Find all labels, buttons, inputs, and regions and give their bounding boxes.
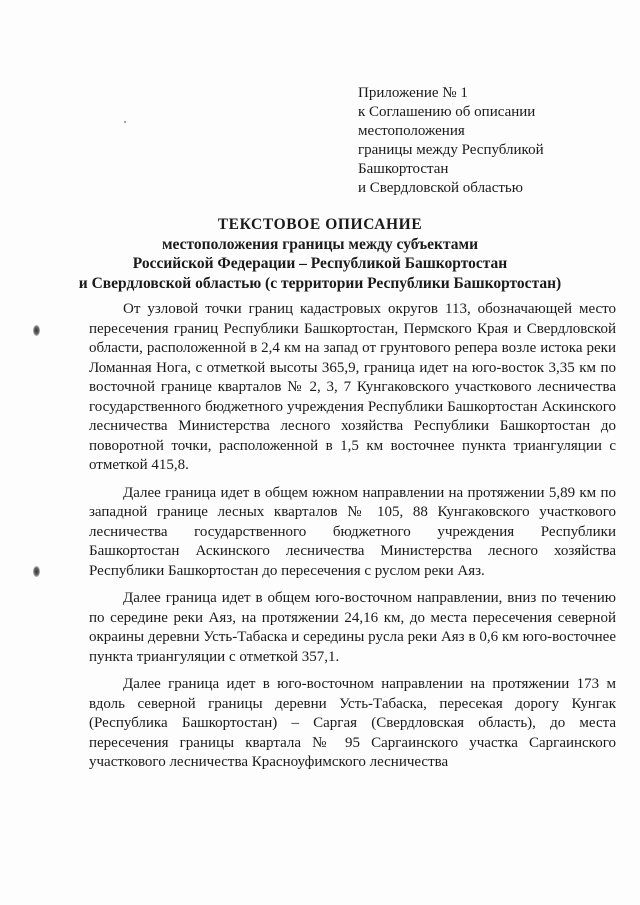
appendix-line: границы между Республикой <box>358 142 544 158</box>
punch-hole-mark <box>33 566 40 577</box>
document-title <box>60 215 580 293</box>
appendix-line: к Соглашению об описании <box>358 104 536 120</box>
body-paragraph: Далее граница идет в общем юго-восточном направлении, вниз по течению по середине реки Аяз, на протяжении 24,16 км, до места пересечения северной окраины деревни Усть-Табаска и середины русла реки Аяз в 0,6 км юго-восточнее пункта триангуляции с отметкой 357,1. <box>89 590 616 665</box>
title-main: ТЕКСТОВОЕ ОПИСАНИЕ <box>217 216 423 233</box>
appendix-header <box>358 84 598 198</box>
title-line: и Свердловской областью (с территории Республики Башкортостан) <box>78 274 562 292</box>
body-paragraph: Далее граница идет в общем южном направлении на протяжении 5,89 км по западной границе лесных кварталов № 105, 88 Кунгаковского участкового лесничества государственного бюджетного учреждения Республики Башкортостан Аскинского лесничества Министерства лесного хозяйства Республики Башкортостан до пересечения с руслом реки Аяз. <box>89 484 616 579</box>
appendix-line: и Свердловской областью <box>358 180 523 196</box>
appendix-line: Башкортостан <box>358 161 449 177</box>
punch-hole-mark <box>33 325 40 336</box>
appendix-line: Приложение № 1 <box>358 85 468 101</box>
document-body <box>89 300 616 773</box>
body-paragraph: От узловой точки границ кадастровых округов 113, обозначающей место пересечения границ Республики Башкортостан, Пермского Края и Свердловской области, расположенной в 2,4 км на запад от грунтового репера возле истока реки Ломанная Нога, с отметкой высоты 365,9, граница идет на юго-восток 3,35 км по восточной границе кварталов № 2, 3, 7 Кунгаковского участкового лесничества государственного бюджетного учреждения Республики Башкортостан Аскинского лесничества Министерства лесного хозяйства Республики Башкортостан до поворотной точки, расположенной в 1,5 км восточнее пункта триангуляции с отметкой 415,8. <box>89 301 616 473</box>
scan-speck <box>124 121 126 123</box>
appendix-line: местоположения <box>358 123 465 139</box>
title-line: Российской Федерации – Республикой Башкортостан <box>132 255 508 272</box>
title-line: местоположения границы между субъектами <box>161 235 479 253</box>
body-paragraph: Далее граница идет в юго-восточном направлении на протяжении 173 м вдоль северной границы деревни Усть-Табаска, пересекая дорогу Кунгак (Республика Башкортостан) – Саргая (Свердловская область), до места пересечения границы квартала № 95 Саргаинского участка Саргаинского участкового лесничества Красноуфимского лесничества <box>89 676 616 770</box>
